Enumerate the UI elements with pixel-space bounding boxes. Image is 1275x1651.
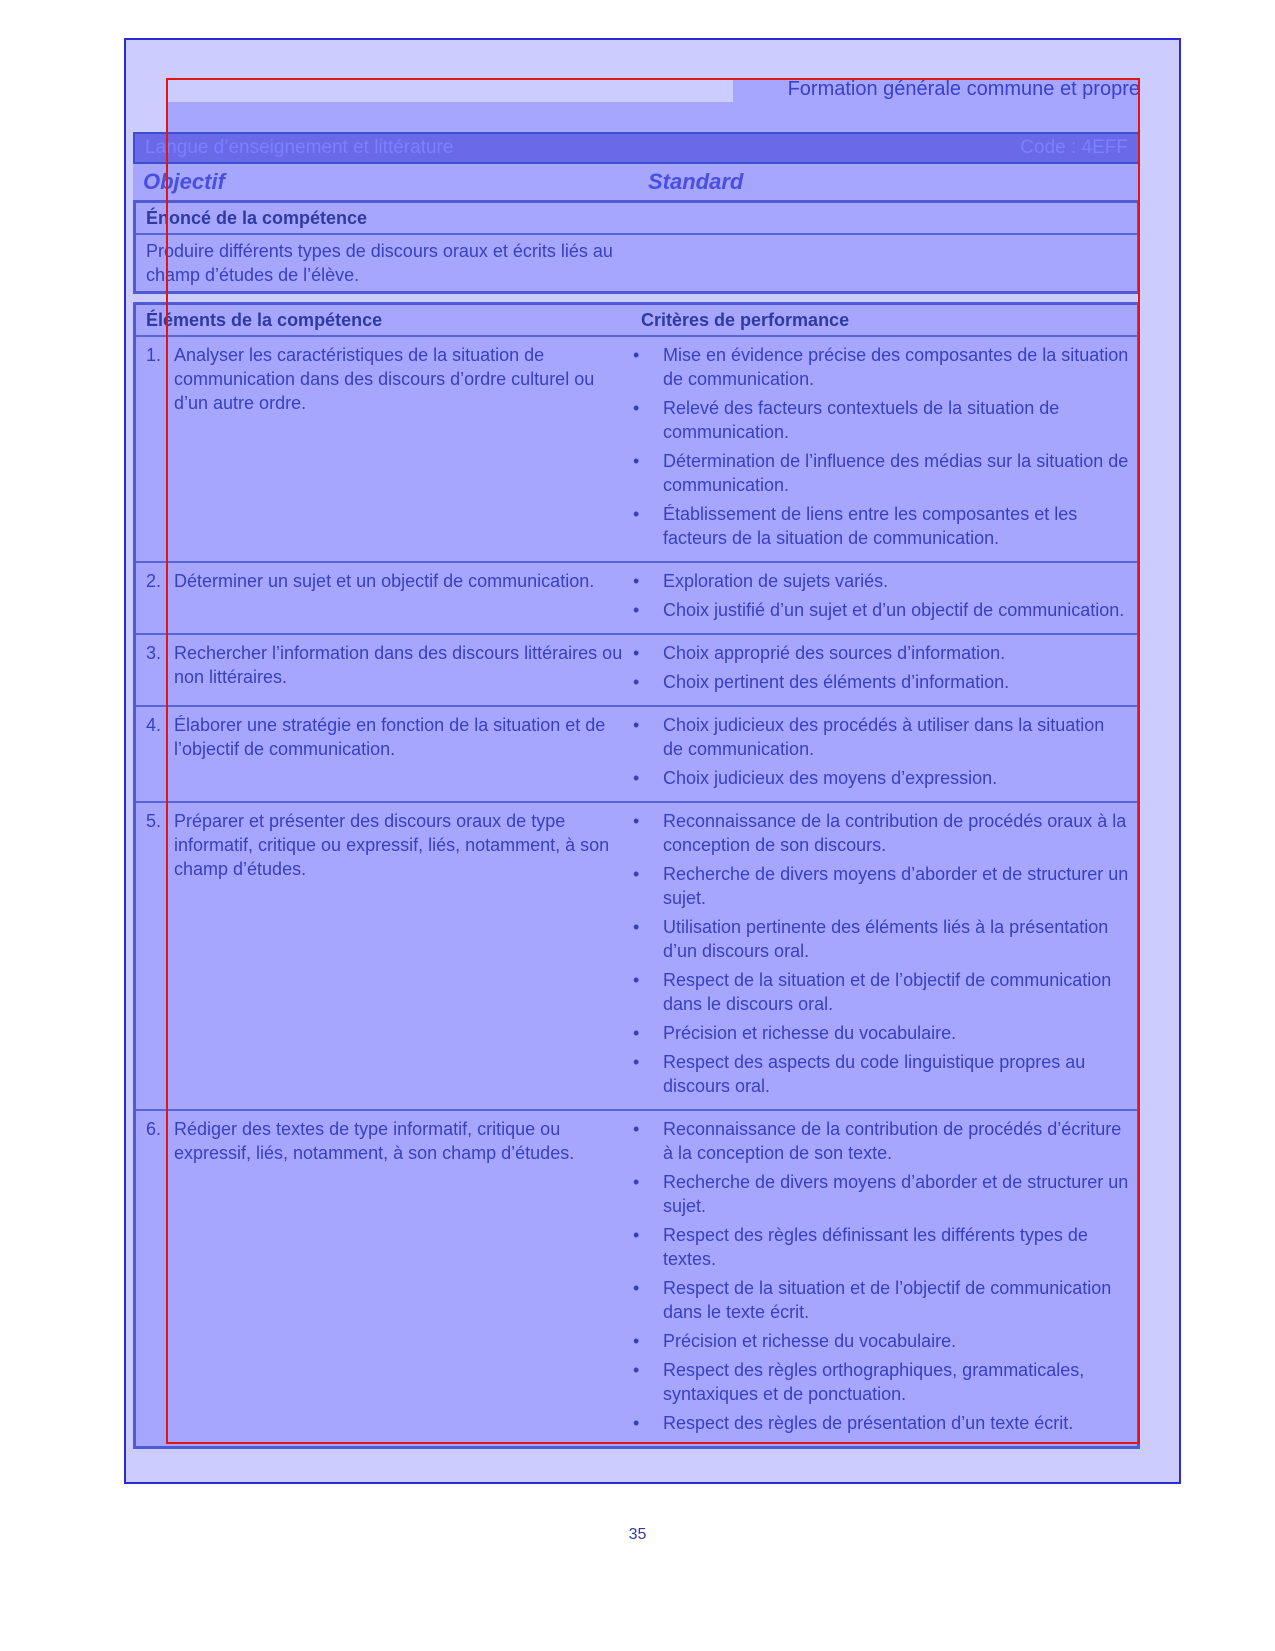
document-content — [133, 78, 1140, 1449]
criterion-text: Respect des aspects du code linguistique propres au discours oral. — [663, 1052, 1086, 1096]
objective-label: Objectif — [143, 169, 225, 194]
bullet-icon: • — [633, 811, 640, 831]
criterion-text: Choix judicieux des procédés à utiliser dans la situation de communication. — [663, 715, 1105, 759]
table-row — [136, 635, 1137, 707]
list-item — [631, 862, 1129, 910]
program-header: Formation générale commune et propre — [733, 78, 1140, 102]
list-item — [631, 1223, 1129, 1271]
criterion-text: Respect de la situation et de l’objectif de communication dans le discours oral. — [663, 970, 1112, 1014]
criterion-text: Choix pertinent des éléments d’information. — [663, 672, 1010, 692]
bullet-icon: • — [633, 398, 640, 418]
list-item — [631, 713, 1129, 761]
bullet-icon: • — [633, 715, 640, 735]
criterion-text: Détermination de l’influence des médias sur la situation de communication. — [663, 451, 1129, 495]
table-row — [136, 563, 1137, 635]
competence-statement-title: Énoncé de la compétence — [136, 203, 1137, 235]
criteria-header: Critères de performance — [641, 309, 850, 330]
list-item — [631, 766, 1129, 790]
criterion-text: Reconnaissance de la contribution de procédés oraux à la conception de son discours. — [663, 811, 1127, 855]
elements-table-header — [136, 305, 1137, 337]
element-cell — [136, 641, 631, 699]
bullet-icon: • — [633, 672, 640, 692]
bullet-icon: • — [633, 970, 640, 990]
list-item — [631, 598, 1129, 622]
criteria-cell — [631, 343, 1137, 555]
list-item — [631, 1050, 1129, 1098]
list-item — [631, 1411, 1129, 1435]
criterion-text: Recherche de divers moyens d’aborder et de structurer un sujet. — [663, 1172, 1129, 1216]
standard-label: Standard — [648, 169, 744, 194]
table-row — [136, 707, 1137, 803]
list-item — [631, 1358, 1129, 1406]
table-row — [136, 337, 1137, 563]
list-item — [631, 396, 1129, 444]
competence-statement-text: Produire différents types de discours oraux et écrits liés au champ d’études de l’élève. — [146, 241, 613, 285]
criterion-text: Précision et richesse du vocabulaire. — [663, 1023, 957, 1043]
bullet-icon: • — [633, 1413, 640, 1433]
list-item — [631, 1021, 1129, 1045]
list-item — [631, 809, 1129, 857]
list-item — [631, 449, 1129, 497]
competence-statement-box — [133, 200, 1140, 294]
element-text: Analyser les caractéristiques de la situation de communication dans des discours d’ordre culturel ou d’un autre ordre. — [174, 345, 595, 413]
element-text: Déterminer un sujet et un objectif de communication. — [174, 571, 595, 591]
criteria-cell — [631, 1117, 1137, 1440]
element-cell — [136, 1117, 631, 1440]
list-item — [631, 1329, 1129, 1353]
criteria-cell — [631, 569, 1137, 627]
bullet-icon: • — [633, 1023, 640, 1043]
criterion-text: Recherche de divers moyens d’aborder et de structurer un sujet. — [663, 864, 1129, 908]
criterion-text: Relevé des facteurs contextuels de la situation de communication. — [663, 398, 1060, 442]
page-number: 35 — [628, 1526, 647, 1543]
criterion-text: Respect de la situation et de l’objectif de communication dans le texte écrit. — [663, 1278, 1112, 1322]
criterion-text: Utilisation pertinente des éléments liés à la présentation d’un discours oral. — [663, 917, 1109, 961]
list-item — [631, 343, 1129, 391]
criterion-text: Choix approprié des sources d’information. — [663, 643, 1006, 663]
list-item — [631, 670, 1129, 694]
table-row — [136, 1111, 1137, 1446]
bullet-icon: • — [633, 1331, 640, 1351]
bullet-icon: • — [633, 451, 640, 471]
criterion-text: Respect des règles de présentation d’un texte écrit. — [663, 1413, 1074, 1433]
bullet-icon: • — [633, 1172, 640, 1192]
criterion-text: Exploration de sujets variés. — [663, 571, 889, 591]
criterion-text: Précision et richesse du vocabulaire. — [663, 1331, 957, 1351]
list-item — [631, 1170, 1129, 1218]
bullet-icon: • — [633, 1052, 640, 1072]
table-row — [136, 803, 1137, 1111]
element-cell — [136, 713, 631, 795]
list-item — [631, 968, 1129, 1016]
element-text: Rechercher l’information dans des discours littéraires ou non littéraires. — [174, 643, 623, 687]
list-item — [631, 1276, 1129, 1324]
course-bar — [133, 132, 1140, 164]
criterion-text: Choix justifié d’un sujet et d’un objectif de communication. — [663, 600, 1125, 620]
element-text: Élaborer une stratégie en fonction de la situation et de l’objectif de communication. — [174, 715, 606, 759]
bullet-icon: • — [633, 504, 640, 524]
bullet-icon: • — [633, 917, 640, 937]
list-item — [631, 641, 1129, 665]
criterion-text: Choix judicieux des moyens d’expression. — [663, 768, 998, 788]
element-cell — [136, 343, 631, 555]
bullet-icon: • — [633, 571, 640, 591]
header-spacer — [166, 102, 1140, 132]
element-number: 4. — [146, 715, 162, 735]
bullet-icon: • — [633, 643, 640, 663]
list-item — [631, 502, 1129, 550]
element-number: 6. — [146, 1119, 162, 1139]
criteria-cell — [631, 809, 1137, 1103]
list-item — [631, 569, 1129, 593]
element-number: 5. — [146, 811, 162, 831]
bullet-icon: • — [633, 864, 640, 884]
elements-rows — [136, 337, 1137, 1446]
element-number: 1. — [146, 345, 162, 365]
bullet-icon: • — [633, 600, 640, 620]
criterion-text: Mise en évidence précise des composantes de la situation de communication. — [663, 345, 1129, 389]
course-title: Langue d’enseignement et littérature — [145, 137, 454, 158]
course-code: Code : 4EFF — [1020, 137, 1128, 158]
criterion-text: Respect des règles définissant les différents types de textes. — [663, 1225, 1088, 1269]
objective-standard-row — [133, 164, 1140, 200]
criteria-cell — [631, 713, 1137, 795]
bullet-icon: • — [633, 768, 640, 788]
element-cell — [136, 569, 631, 627]
list-item — [631, 1117, 1129, 1165]
element-number: 2. — [146, 571, 162, 591]
criterion-text: Reconnaissance de la contribution de procédés d’écriture à la conception de son texte. — [663, 1119, 1122, 1163]
element-text: Rédiger des textes de type informatif, critique ou expressif, liés, notamment, à son champ d’études. — [174, 1119, 575, 1163]
element-number: 3. — [146, 643, 162, 663]
criterion-text: Établissement de liens entre les composantes et les facteurs de la situation de communication. — [663, 504, 1078, 548]
element-cell — [136, 809, 631, 1103]
criteria-cell — [631, 641, 1137, 699]
elements-header: Éléments de la compétence — [146, 309, 383, 330]
bullet-icon: • — [633, 1278, 640, 1298]
bullet-icon: • — [633, 1360, 640, 1380]
list-item — [631, 915, 1129, 963]
elements-table — [133, 302, 1140, 1449]
element-text: Préparer et présenter des discours oraux de type informatif, critique ou expressif, liés, notamment, à son champ d’études. — [174, 811, 610, 879]
bullet-icon: • — [633, 1225, 640, 1245]
bullet-icon: • — [633, 1119, 640, 1139]
criterion-text: Respect des règles orthographiques, grammaticales, syntaxiques et de ponctuation. — [663, 1360, 1085, 1404]
bullet-icon: • — [633, 345, 640, 365]
